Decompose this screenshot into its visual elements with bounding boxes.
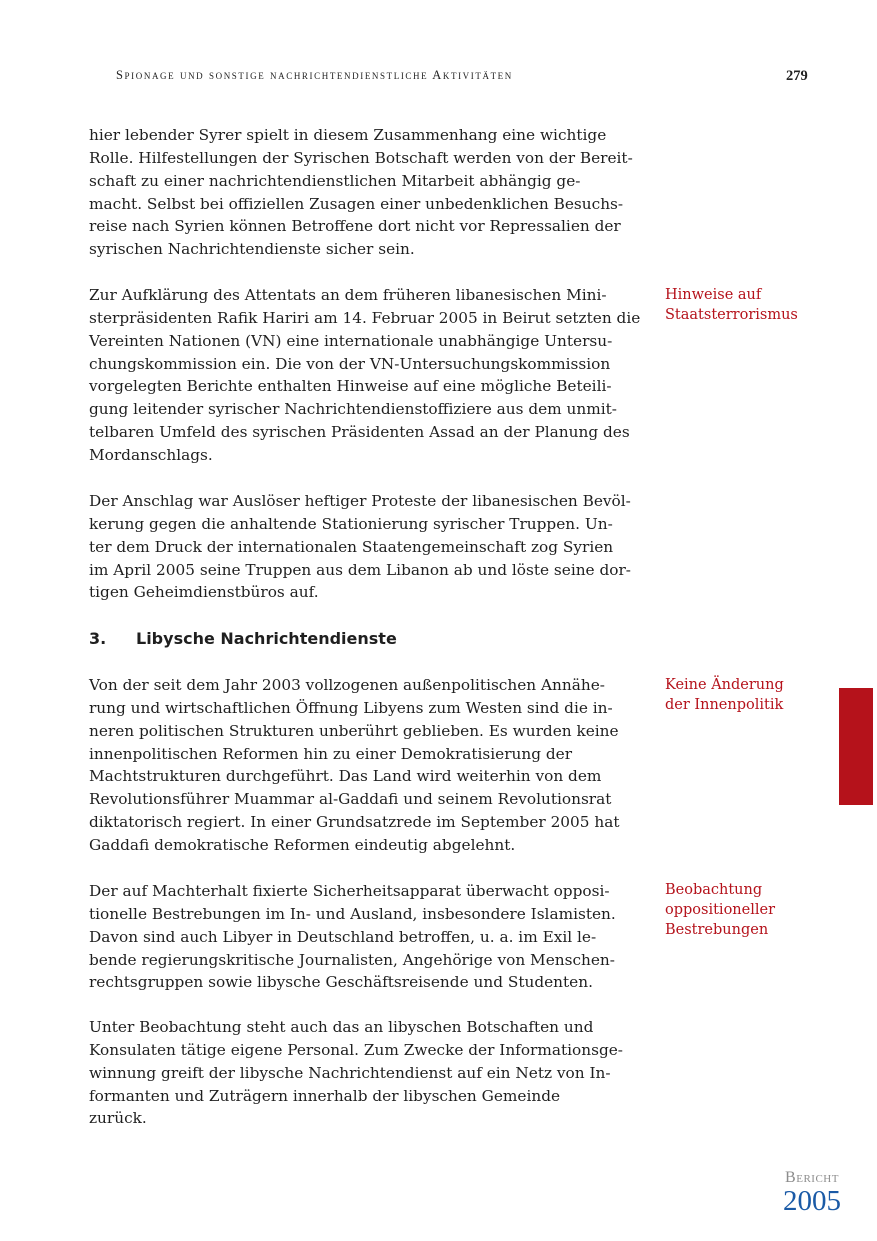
text-line: vorgelegten Berichte enthalten Hinweise auf eine mögliche Beteili- <box>89 377 612 396</box>
text-line: Gaddafi demokratische Reformen eindeutig abgelehnt. <box>89 835 516 854</box>
chapter-tab-marker <box>839 688 873 805</box>
text-line: Von der seit dem Jahr 2003 vollzogenen außenpolitischen Annähe- <box>89 676 605 694</box>
text-line: kerung gegen die anhaltende Stationierung syrischer Truppen. Un- <box>89 514 613 533</box>
text-line: formanten und Zuträgern innerhalb der libyschen Gemeinde <box>89 1086 561 1105</box>
text-line: hier lebender Syrer spielt in diesem Zusammenhang eine wichtige <box>89 126 607 144</box>
text-line: sterpräsidenten Rafik Hariri am 14. Februar 2005 in Beirut setzten die <box>89 308 641 327</box>
text-line: neren politischen Strukturen unberührt geblieben. Es wurden keine <box>89 721 619 740</box>
paragraph-botschaftspersonal <box>89 1016 641 1130</box>
running-header: Spionage und sonstige nachrichtendienstliche Aktivitäten <box>116 68 513 82</box>
margin-note-innenpolitik <box>665 675 845 715</box>
text-line: gung leitender syrischer Nachrichtendienstoffiziere aus dem unmit- <box>89 400 617 419</box>
text-line: rechtsgruppen sowie libysche Geschäftsreisende und Studenten. <box>89 973 593 992</box>
text-line: rung und wirtschaftlichen Öffnung Libyens zum Westen sind die in- <box>89 698 613 717</box>
margin-note-beobachtung <box>665 880 845 940</box>
text-line: innenpolitischen Reformen hin zu einer Demokratisierung der <box>89 744 573 763</box>
section-heading <box>89 629 397 648</box>
page-number: 279 <box>786 68 808 84</box>
note-line: Bestrebungen <box>665 922 769 938</box>
text-line: Konsulaten tätige eigene Personal. Zum Zwecke der Informationsge- <box>89 1040 623 1059</box>
text-line: telbaren Umfeld des syrischen Präsidenten Assad an der Planung des <box>89 423 630 442</box>
text-line: Davon sind auch Libyer in Deutschland betroffen, u. a. im Exil le- <box>89 927 597 946</box>
text-line: syrischen Nachrichtendienste sicher sein. <box>89 240 415 259</box>
text-line: ter dem Druck der internationalen Staatengemeinschaft zog Syrien <box>89 537 614 556</box>
text-line: bende regierungskritische Journalisten, Angehörige von Menschen- <box>89 950 615 969</box>
text-line: zurück. <box>89 1109 147 1128</box>
text-line: tigen Geheimdienstbüros auf. <box>89 583 319 602</box>
bericht-logo <box>777 1169 847 1215</box>
note-line: oppositioneller <box>665 902 776 918</box>
text-line: Zur Aufklärung des Attentats an dem früheren libanesischen Mini- <box>89 286 607 304</box>
section-number: 3. <box>89 629 107 648</box>
note-line: Staatsterrorismus <box>665 307 798 323</box>
text-line: Unter Beobachtung steht auch das an libyschen Botschaften und <box>89 1018 594 1036</box>
text-line: Mordanschlags. <box>89 445 213 464</box>
paragraph-syrer-rolle <box>89 124 641 261</box>
note-line: Hinweise auf <box>665 287 762 303</box>
note-line: der Innenpolitik <box>665 697 784 713</box>
paragraph-sicherheitsapparat <box>89 880 641 994</box>
text-line: Rolle. Hilfestellungen der Syrischen Botschaft werden von der Bereit- <box>89 148 633 167</box>
text-line: Vereinten Nationen (VN) eine internationale unabhängige Untersu- <box>89 331 613 350</box>
paragraph-libyen-innenpolitik <box>89 674 641 857</box>
text-line: macht. Selbst bei offiziellen Zusagen einer unbedenklichen Besuchs- <box>89 194 624 213</box>
note-line: Beobachtung <box>665 882 763 898</box>
paragraph-anschlag-proteste <box>89 490 641 604</box>
text-line: Der auf Machterhalt fixierte Sicherheitsapparat überwacht opposi- <box>89 882 610 900</box>
note-line: Keine Änderung <box>665 677 784 693</box>
text-line: Der Anschlag war Auslöser heftiger Proteste der libanesischen Bevöl- <box>89 492 631 510</box>
text-line: Revolutionsführer Muammar al-Gaddafi und seinem Revolutionsrat <box>89 790 612 809</box>
text-line: winnung greift der libysche Nachrichtendienst auf ein Netz von In- <box>89 1063 611 1082</box>
text-line: reise nach Syrien können Betroffene dort nicht vor Repressalien der <box>89 217 621 236</box>
text-line: diktatorisch regiert. In einer Grundsatzrede im September 2005 hat <box>89 813 620 832</box>
logo-year: 2005 <box>783 1185 841 1217</box>
text-line: tionelle Bestrebungen im In- und Ausland, insbesondere Islamisten. <box>89 904 616 923</box>
logo-word: Bericht <box>785 1169 839 1186</box>
margin-note-staatsterrorismus <box>665 285 845 325</box>
text-line: schaft zu einer nachrichtendienstlichen Mitarbeit abhängig ge- <box>89 171 581 190</box>
text-line: chungskommission ein. Die von der VN-Untersuchungskommission <box>89 354 611 373</box>
text-line: im April 2005 seine Truppen aus dem Libanon ab und löste seine dor- <box>89 560 631 579</box>
text-line: Machtstrukturen durchgeführt. Das Land wird weiterhin von dem <box>89 767 602 786</box>
paragraph-hariri-attentat <box>89 284 641 467</box>
section-title: Libysche Nachrichtendienste <box>136 629 397 648</box>
